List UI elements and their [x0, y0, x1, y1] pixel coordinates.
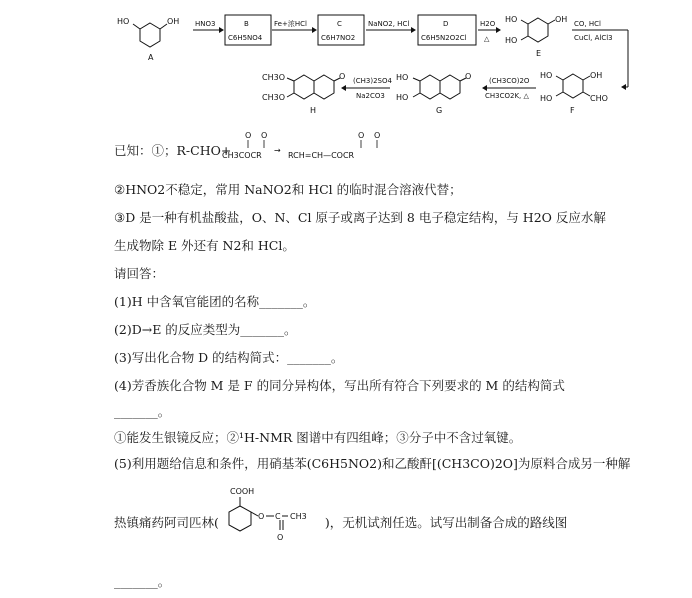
aspirin-c: C — [275, 512, 281, 521]
molecule-h — [287, 75, 340, 99]
cond-e-f-bot: CuCl, AlCl3 — [574, 34, 613, 42]
cond-d-e-bot: △ — [484, 35, 490, 43]
aspirin-o-ester: O — [258, 512, 265, 521]
question-3: (3)写出化合物 D 的结构简式：_______。 — [114, 350, 344, 365]
c-name: C — [337, 20, 342, 28]
synthesis-scheme — [0, 0, 692, 125]
h-o: O — [339, 72, 346, 81]
q5-suffix: )，无机试剂任选。试写出制备合成的路线图 — [324, 515, 568, 530]
aspirin-ch3: CH3 — [290, 512, 307, 521]
cond-g-h-bot: Na2CO3 — [356, 92, 385, 100]
cond-e-f-top: CO, HCl — [574, 20, 601, 28]
cond-b-c: Fe+浓HCl — [274, 20, 307, 28]
known-o-1: O — [245, 131, 252, 140]
known-line-1 — [114, 143, 231, 159]
f-oh-2: OH — [590, 71, 603, 80]
known-reactant: CH3COCR — [222, 151, 262, 160]
cond-d-e-top: H2O — [480, 20, 496, 28]
prompt-line: 请回答： — [114, 266, 165, 281]
molecule-g — [413, 75, 466, 99]
e-ho-1: HO — [505, 15, 518, 24]
b-formula: C6H5NO4 — [228, 34, 263, 42]
a-oh-label: OH — [167, 17, 180, 26]
h-name: H — [310, 106, 317, 115]
h-ch3o-2: CH3O — [262, 93, 285, 102]
f-ho-1: HO — [540, 71, 553, 80]
question-4-conditions: ①能发生银镜反应；②¹H-NMR 图谱中有四组峰；③分子中不含过氧键。 — [114, 430, 522, 445]
e-oh-2: OH — [555, 15, 568, 24]
question-4: (4)芳香族化合物 M 是 F 的同分异构体，写出所有符合下列要求的 M 的结构简式 — [114, 378, 565, 393]
question-4-blank: _______。 — [114, 404, 171, 419]
known-product: RCH=CH—COCR — [288, 151, 355, 160]
a-name: A — [148, 53, 154, 62]
question-5-line-2 — [114, 515, 567, 531]
f-name: F — [570, 106, 575, 115]
info-line-4: 生成物除 E 外还有 N2和 HCl。 — [114, 238, 295, 253]
known-o-3: O — [358, 131, 365, 140]
cond-f-g-bot: CH3CO2K, △ — [485, 92, 529, 100]
b-name: B — [244, 20, 249, 28]
known-o-4: O — [374, 131, 381, 140]
cond-c-d: NaNO2, HCl — [368, 20, 410, 28]
e-name: E — [536, 49, 542, 58]
e-ho-3: HO — [505, 36, 518, 45]
g-o: O — [465, 72, 472, 81]
question-1: (1)H 中含氧官能团的名称_______。 — [114, 294, 316, 309]
aspirin-o-carbonyl: O — [277, 533, 284, 542]
molecule-a — [133, 23, 167, 47]
molecule-f — [556, 74, 590, 98]
g-name: G — [436, 106, 443, 115]
f-ho-3: HO — [540, 94, 553, 103]
d-formula: C6H5N2O2Cl — [421, 34, 467, 42]
q5-prefix: 热镇痛药阿司匹林( — [114, 515, 219, 530]
d-name: D — [443, 20, 449, 28]
g-ho-1: HO — [396, 73, 409, 82]
known-prefix: 已知：①；R-CHO+ — [114, 143, 232, 158]
aspirin-cooh: COOH — [230, 487, 255, 496]
known-reaction — [218, 128, 398, 168]
question-5: (5)利用题给信息和条件，用硝基苯(C6H5NO2)和乙酸酐[(CH3CO)2O]为原料合成另一种解 — [114, 456, 631, 471]
g-ho-2: HO — [396, 93, 409, 102]
known-arrow: → — [274, 146, 281, 155]
aspirin-structure — [224, 480, 334, 558]
c-formula: C6H7NO2 — [321, 34, 356, 42]
known-o-2: O — [261, 131, 268, 140]
cond-g-h-top: (CH3)2SO4 — [353, 77, 392, 85]
cond-a-b: HNO3 — [195, 20, 216, 28]
h-ch3o-1: CH3O — [262, 73, 285, 82]
molecule-e — [521, 18, 555, 42]
info-line-3: ③D 是一种有机盐酸盐，O、N、Cl 原子或离子达到 8 电子稳定结构，与 H2O 反应水解 — [114, 210, 606, 225]
info-line-2: ②HNO2不稳定，常用 NaNO2和 HCl 的临时混合溶液代替； — [114, 182, 462, 197]
cond-f-g-top: (CH3CO)2O — [489, 77, 530, 85]
f-cho: CHO — [590, 94, 608, 103]
a-ho-label: HO — [117, 17, 130, 26]
question-2: (2)D→E 的反应类型为_______。 — [114, 322, 297, 337]
question-5-blank: _______。 — [114, 574, 171, 589]
